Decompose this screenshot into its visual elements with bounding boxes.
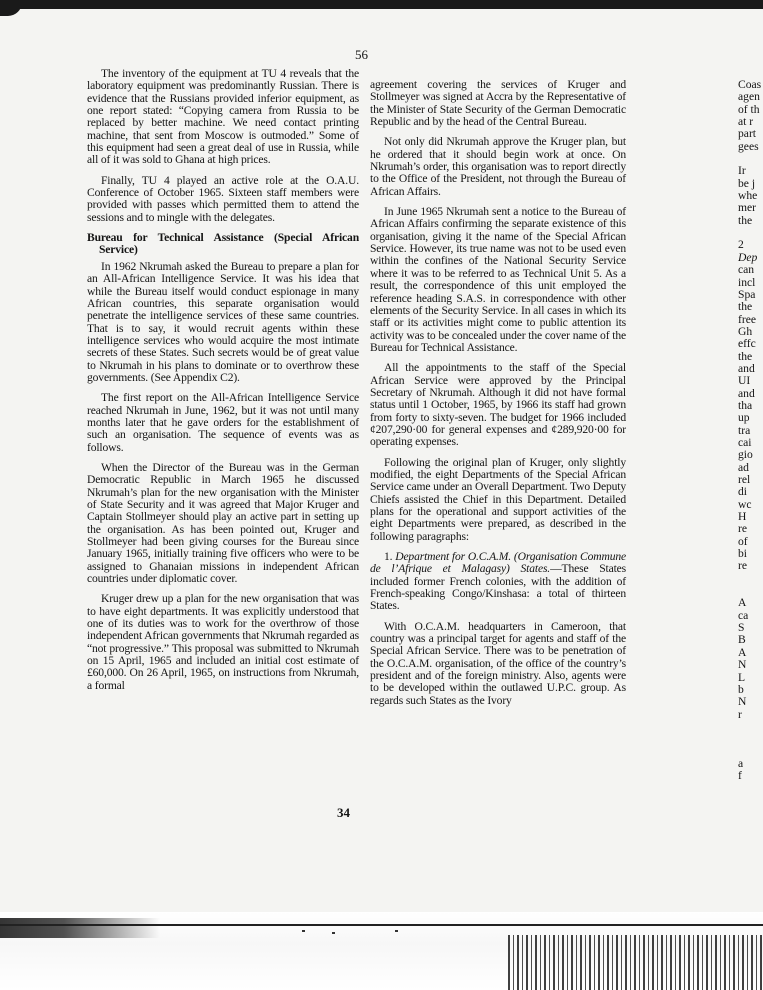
cropped-line-fragment: part: [738, 127, 757, 141]
page-number-top: 56: [355, 47, 368, 62]
paragraph: The inventory of the equipment at TU 4 reveals that the laboratory equipment was predominantly Russian. There is evidence that the Russians provided inferior equipment, as one report stated: “Copying camera from Russia to be replaced by better machine. We need contact printing machine, that sent from Moscow is outmoded.” Some of this equipment had seen a great deal of use in Russia, while all of it was sold to Ghana at high prices.: [87, 67, 359, 167]
cropped-line-fragment: ad: [738, 460, 749, 474]
cropped-line-fragment: f: [738, 769, 742, 783]
cropped-line-fragment: at r: [738, 115, 754, 129]
cropped-line-fragment: mer: [738, 201, 757, 215]
paragraph: agreement covering the services of Kruger and Stollmeyer was signed at Accra by the Representative of the Minister of State Security of the German Democratic Republic and by the head of the Central Bureau.: [370, 78, 626, 129]
department-title: Department for O.C.A.M. (Organisation Commune de l’Afrique et Malagasy) States.: [370, 550, 626, 576]
scan-speck: [302, 930, 305, 932]
cropped-line-fragment: [738, 721, 763, 733]
cropped-line-fragment: effc: [738, 337, 756, 351]
cropped-line-fragment: 2: [738, 238, 744, 252]
text-column-middle: [370, 79, 626, 715]
cropped-line-fragment: b: [738, 682, 744, 696]
scan-top-edge: [0, 0, 763, 9]
cropped-line-fragment: Dep: [738, 250, 758, 264]
cropped-line-fragment: N: [738, 658, 747, 672]
cropped-line-fragment: of: [738, 534, 748, 548]
cropped-line-fragment: L: [738, 670, 746, 684]
cropped-line-fragment: rel: [738, 473, 751, 486]
scan-corner-shadow: [0, 0, 22, 16]
cropped-line-fragment: di: [738, 485, 748, 499]
cropped-line-fragment: UI: [738, 374, 751, 388]
cropped-line-fragment: the: [738, 213, 753, 227]
cropped-line-fragment: the: [738, 300, 753, 314]
cropped-line-fragment: S: [738, 621, 745, 635]
scan-noise-stripes: [508, 935, 763, 990]
cropped-line-fragment: Spa: [738, 287, 756, 301]
cropped-line-fragment: ca: [738, 608, 749, 622]
paragraph: With O.C.A.M. headquarters in Cameroon, that country was a principal target for agents and staff of the Special African Service. There was to be penetration of the O.C.A.M. organisation, of the office of the country’s president and of the foreign ministry. Also, agents were to be developed within the outlawed U.P.C. group. As regards such States as the Ivory: [370, 619, 626, 707]
department-item: [370, 551, 626, 613]
scan-bottom-edge: [0, 924, 763, 926]
cropped-line-fragment: agen: [738, 90, 760, 104]
text-column-left: [87, 68, 359, 700]
cropped-line-fragment: and: [738, 386, 755, 400]
cropped-line-fragment: re: [738, 559, 748, 573]
scan-speck: [332, 932, 335, 934]
scan-edge-shadow: [0, 918, 160, 938]
item-number: 1.: [384, 550, 396, 564]
cropped-line-fragment: A: [738, 645, 747, 659]
cropped-line-fragment: Gh: [738, 324, 753, 338]
paragraph: When the Director of the Bureau was in the German Democratic Republic in March 1965 he discussed Nkrumah’s plan for the new organisation with the Minister of State Security and it was agreed that Major Kruger and Captain Stollmeyer should play an active part in setting up the organisation. As has been pointed out, Kruger and Stollmeyer had been giving courses for the Bureau since January 1965, initially training five officers who were to be assigned to Ghanaian missions in independent African countries under diplomatic cover.: [87, 460, 359, 586]
cropped-line-fragment: can: [738, 263, 755, 277]
section-heading: Bureau for Technical Assistance (Special African Service): [87, 231, 359, 257]
paragraph: Finally, TU 4 played an active role at the O.A.U. Conference of October 1965. Sixteen staff members were provided with passes which permitted them to attend the sessions and to mingle with the delegates.: [87, 173, 359, 224]
cropped-line-fragment: incl: [738, 275, 756, 289]
cropped-line-fragment: Coas: [738, 79, 762, 91]
cropped-line-fragment: be j: [738, 176, 756, 190]
cropped-line-fragment: H: [738, 510, 747, 524]
department-description: —These States included former French colonies, with the addition of French-speaking Congo/Kinshasa: a total of thirteen States.: [370, 562, 626, 613]
cropped-line-fragment: tra: [738, 423, 751, 437]
paragraph: Not only did Nkrumah approve the Kruger plan, but he ordered that it should begin work at once. On Nkrumah’s order, this organisation was to report directly to the Office of the President, not through the Bureau of African Affairs.: [370, 135, 626, 198]
cropped-line-fragment: B: [738, 633, 746, 647]
cropped-line-fragment: cai: [738, 435, 752, 449]
cropped-line-fragment: the: [738, 349, 753, 363]
paragraph: Kruger drew up a plan for the new organisation that was to have eight departments. It was explicitly understood that one of its duties was to work for the overthrow of those independent African governments that Nkrumah regarded as “not progressive.” This proposal was submitted to Nkrumah on 15 April, 1965 and included an initial cost estimate of £60,000. On 26 April, 1965, on instructions from Nkrumah, a formal: [87, 592, 359, 692]
scan-speck: [395, 930, 398, 932]
cropped-line-fragment: tha: [738, 398, 753, 412]
cropped-line-fragment: of th: [738, 102, 760, 116]
paragraph: In June 1965 Nkrumah sent a notice to the Bureau of African Affairs confirming the separate existence of this organisation, giving it the name of the Special African Service. However, its true name was not to be used even within the confines of the National Security Service where it was to be referred to as Technical Unit 5. As a result, the correspondence of this unit employed the reference heading S.A.S. in correspondence with other elements of the Security Service. In all cases in which its staff or its activities might come to public attention its activity was to be concealed under the cover name of the Bureau for Technical Assistance.: [370, 205, 626, 354]
cropped-line-fragment: up: [738, 411, 750, 425]
cropped-line-fragment: wc: [738, 497, 752, 511]
cropped-line-fragment: whe: [738, 189, 758, 203]
cropped-line-fragment: and: [738, 361, 755, 375]
cropped-line-fragment: [738, 733, 763, 745]
cropped-line-fragment: N: [738, 695, 747, 709]
cropped-line-fragment: Ir: [738, 164, 746, 178]
paragraph: Following the original plan of Kruger, only slightly modified, the eight Departments of the Special African Service came under an Overall Department. Two Deputy Chiefs assisted the Chief in this Department. Detailed plans for the operational and support activities of the eight Departments were prepared, as described in the following paragraphs:: [370, 455, 626, 543]
paragraph: The first report on the All-African Intelligence Service reached Nkrumah in June, 1962, but it was not until many months later that he gave orders for the establishment of such an organisation. The sequence of events was as follows.: [87, 391, 359, 454]
cropped-line-fragment: [738, 573, 763, 585]
page-number-bottom: 34: [337, 805, 350, 820]
paragraph: In 1962 Nkrumah asked the Bureau to prepare a plan for an All-African Intelligence Service. It was his idea that while the Bureau itself would conduct espionage in many African countries, this separate organisation would penetrate the intelligence services of these same countries. That is to say, it would recruit agents within these intelligence services who would acquire the most intimate secrets of these States. Such secrets would be of great value to Nkrumah in his plans to dominate or to overthrow these governments. (See Appendix C2).: [87, 259, 359, 384]
cropped-line-fragment: r: [738, 707, 742, 721]
cropped-line-fragment: free: [738, 312, 757, 326]
cropped-line-fragment: a: [738, 756, 744, 770]
cropped-line-fragment: gio: [738, 448, 753, 462]
cropped-line-fragment: bi: [738, 547, 748, 561]
text-column-right-cropped: [738, 79, 763, 783]
cropped-line-fragment: A: [738, 596, 747, 610]
cropped-line-fragment: re: [738, 522, 748, 536]
paragraph: All the appointments to the staff of the Special African Service were approved by the Principal Secretary of Nkrumah. Although it did not have formal status until 1 October, 1965, by 1966 its staff had grown from forty to sixty-seven. The budget for 1966 included ¢207,290·00 for general expenses and ¢289,920·00 for operating expenses.: [370, 361, 626, 449]
cropped-line-fragment: gees: [738, 139, 759, 153]
